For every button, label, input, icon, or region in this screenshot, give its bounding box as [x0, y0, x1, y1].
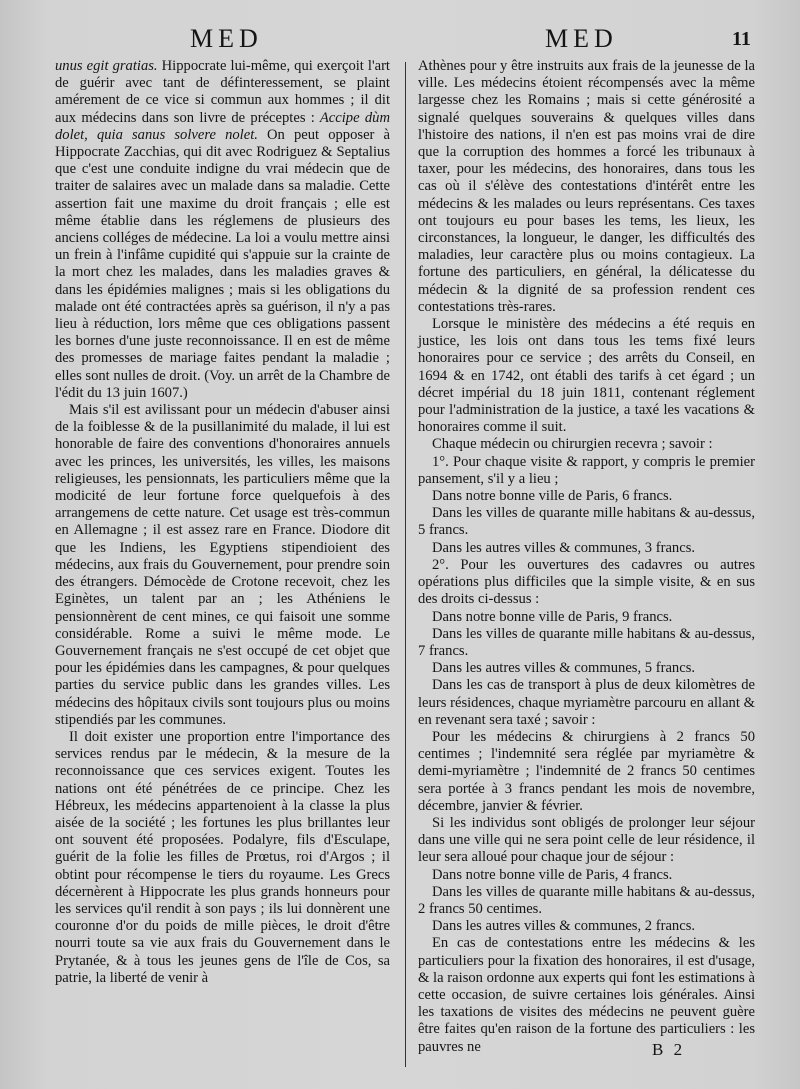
tariff-item: Dans les autres villes & communes, 5 francs. — [432, 660, 696, 677]
tariff-item: 1°. Pour chaque visite & rapport, y compris le premier pansement, s'il y a lieu ; — [418, 453, 755, 487]
paragraph: Mais s'il est avilissant pour un médecin d'abuser ainsi de la foiblesse & de la pusillanimité du malade, il lui est honorable de faire des conventions d'honoraires annuels avec les princes, les universités, les villes, les maisons religieuses, les pensionnats, les particuliers même que la modicité de leur fortune force quelquefois à des arrangemens de cette nature. Cet usage est très-commun en Allemagne ; il est assez rare en France. Diodore dit que les Indiens, les Egyptiens stipendioient des médecins, aux frais du Gouvernement, pour prendre soin des étrangers. Démocède de Crotone recevoit, chez les Eginètes, un talent par an ; les Athéniens le pensionnèrent de cent mines, ce qui faisoit une somme considérable. Rome a suivi le même mode. Le Gouvernement français ne s'est occupé de cet objet que pour les épidémies dans les campagnes, & pour quelques parties du service public dans les grandes villes. Les médecins des hôpitaux civils sont toujours plus ou moins stipendiés par les communes. — [55, 402, 390, 728]
page-number: 11 — [732, 28, 751, 50]
signature-mark: B 2 — [652, 1040, 686, 1059]
running-head-left: MED — [190, 24, 263, 53]
paragraph: Si les individus sont obligés de prolonger leur séjour dans une ville qui ne sera point celle de leur résidence, il leur sera alloué pour chaque jour de séjour : — [418, 814, 755, 866]
paragraph: Pour les médecins & chirurgiens à 2 francs 50 centimes ; l'indemnité sera réglée par myriamètre & demi-myriamètre ; l'indemnité de 2 francs 50 centimes sera portée à 3 francs pendant les mois de novembre, décembre, janvier & février. — [418, 728, 755, 814]
paragraph-text: Hippocrate lui-même, qui exerçoit l'art de guérir avec tant de définteressement, se plaint amérement de ce vice si commun aux hommes ; il dit aux médecins dans son livre de préceptes : — [55, 58, 390, 126]
tariff-item: Dans les villes de quarante mille habitans & au-dessus, 5 francs. — [418, 505, 755, 539]
italic-lead: unus egit gratias. — [55, 58, 158, 74]
paragraph: Lorsque le ministère des médecins a été requis en justice, les lois ont dans tous les tems fixé leurs honoraires pour ce service ; des arrêts du Conseil, en 1694 & en 1742, ont établi des tarifs à cet égard ; un décret impérial du 18 juin 1811, contenant réglement pour l'administration de la justice, a taxé les vacations & honoraires comme il suit. — [418, 316, 755, 436]
column-divider — [405, 62, 406, 1067]
paragraph — [55, 58, 390, 402]
paragraph: Il doit exister une proportion entre l'importance des services rendus par le médecin, & la mesure de la reconnoissance que ces services exigent. Toutes les nations ont été pénétrées de ce principe. Chez les Hébreux, les médecins appartenoient à la classe la plus aisée de la société ; les fortunes les plus brillantes leur ont souvent été proposées. Podalyre, fils d'Esculape, guérit de la folie les filles de Prœtus, roi d'Argos ; il obtint pour récompense le tiers du royaume. Les Grecs décernèrent à Hippocrate les plus grands honneurs pour les services qu'il rendit à son pays ; ils lui donnèrent une couronne d'or du poids de mille pièces, le droit d'être nourri toute sa vie aux frais du Gouvernement dans le Prytanée, & à tous les jeunes gens de l'île de Cos, sa patrie, la liberté de venir à — [55, 728, 390, 986]
paragraph-text: On peut opposer à Hippocrate Zacchias, qui dit avec Rodriguez & Septalius que c'est une conduite indigne du vrai médecin que de traiter de salaires avec un malade dans sa maladie. Cette assertion fait une maxime du droit français ; elle est même établie dans les réglemens de plusieurs des anciens colléges de médecine. La loi a voulu mettre ainsi un frein à l'infâme cupidité qui s'appuie sur la crainte de la mort chez les malades, dans les maladies graves & dans les épidémies malignes ; mais si les obligations du malade ont été contractées après sa guérison, il n'y a pas lieu à réduction, lors même que ces obligations passent les bornes d'une juste reconnoissance. Il en est de même des promesses de mariage faites pendant la maladie ; elles sont nulles de droit. (Voy. un arrêt de la Chambre de l'édit du 13 juin 1607.) — [55, 126, 390, 401]
tariff-item: Dans notre bonne ville de Paris, 4 francs. — [432, 866, 673, 883]
tariff-item: Dans les villes de quarante mille habitans & au-dessus, 2 francs 50 centimes. — [418, 883, 755, 917]
latin-quote: Accipe dùm dolet, quia sanus solvere nolet. — [55, 109, 390, 143]
right-column — [418, 58, 755, 1056]
tariff-item: Dans notre bonne ville de Paris, 9 francs. — [432, 608, 673, 625]
paragraph: Dans les cas de transport à plus de deux kilomètres de leurs résidences, chaque myriamètre parcouru en allant & en revenant sera taxé ; savoir : — [418, 677, 755, 728]
tariff-item: Dans notre bonne ville de Paris, 6 francs. — [432, 488, 673, 505]
page-header — [0, 24, 800, 54]
left-column — [55, 58, 390, 987]
paragraph: Athènes pour y être instruits aux frais de la jeunesse de la ville. Les médecins étoient récompensés avec la même largesse chez les Romains ; mais si cette générosité a signalé quelques souverains & quelques villes dans l'histoire des nations, il n'en est pas moins vrai de dire que la corruption des hommes a forcé les tribunaux à taxer, pour les médecins, des honoraires, dans tous les cas où il s'élève des contestations d'intérêt entre les médecins & les malades ou leurs représentans. Ces taxes ont toujours eu pour bases les tems, les lieux, les circonstances, la longueur, le danger, les difficultés des maladies, leur caractère plus ou moins contagieux. La fortune des particuliers, en général, la délicatesse du médecin & la dignité de sa profession rendent ces contestations très-rares. — [418, 58, 755, 315]
running-head-right: MED — [545, 24, 618, 53]
paragraph: En cas de contestations entre les médecins & les particuliers pour la fixation des honoraires, il est d'usage, & la raison ordonne aux experts qui font les estimations à cette occasion, de suivre certaines lois générales. Ainsi les taxations de visites des médecins ne peuvent guère être faites qu'en raison de la fortune des particuliers : les pauvres ne — [418, 935, 755, 1055]
tariff-item: Dans les autres villes & communes, 2 francs. — [432, 918, 696, 935]
tariff-item: Dans les autres villes & communes, 3 francs. — [432, 539, 696, 556]
tariff-item: Dans les villes de quarante mille habitans & au-dessus, 7 francs. — [418, 625, 755, 659]
paragraph: Chaque médecin ou chirurgien recevra ; savoir : — [432, 436, 713, 453]
tariff-item: 2°. Pour les ouvertures des cadavres ou autres opérations plus difficiles que la simple visite, & en sus des droits ci-dessus : — [418, 556, 755, 608]
